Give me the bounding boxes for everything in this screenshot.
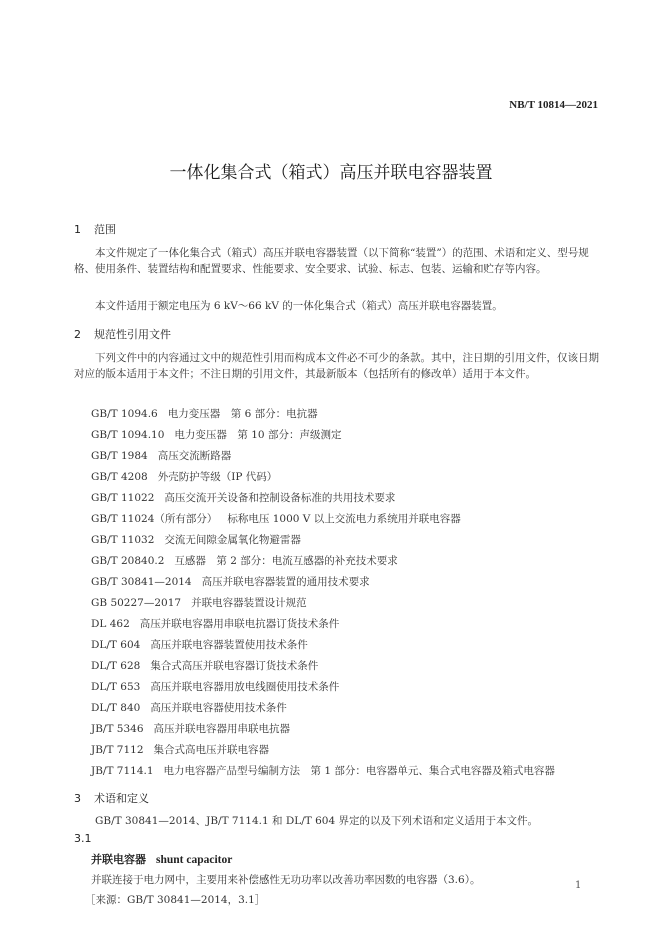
- reference-code: DL/T 604: [91, 639, 141, 651]
- reference-title: 并联电容器装置设计规范: [191, 597, 307, 609]
- reference-item: [91, 637, 308, 652]
- reference-item: [91, 469, 277, 484]
- reference-title: 集合式高压并联电容器订货技术条件: [150, 660, 319, 672]
- term-source: ［来源：GB/T 30841—2014，3.1］: [85, 894, 266, 906]
- section-2-intro: 下列文件中的内容通过文中的规范性引用而构成本文件必不可少的条款。其中，注日期的引用文件，仅该日期对应的版本适用于本文件；不注日期的引用文件，其最新版本（包括所有的修改单）适用于本文件。: [74, 352, 599, 380]
- reference-title: 集合式高电压并联电容器: [153, 744, 270, 756]
- reference-code: JB/T 7114.1: [91, 765, 154, 777]
- section-2-title: 规范性引用文件: [94, 328, 171, 341]
- section-1-paragraph-2: 本文件适用于额定电压为 6 kV～66 kV 的一体化集合式（箱式）高压并联电容器装置。: [95, 300, 503, 312]
- reference-code: GB/T 11022: [91, 492, 155, 504]
- reference-item: [91, 511, 461, 526]
- term-number: 3.1: [74, 832, 92, 845]
- reference-title: 标称电压 1000 V 以上交流电力系统用并联电容器: [227, 513, 461, 525]
- section-3-intro: GB/T 30841—2014、JB/T 7114.1 和 DL/T 604 界定的以及下列术语和定义适用于本文件。: [95, 815, 538, 827]
- reference-item: [91, 595, 307, 610]
- reference-title: 电力变压器 第 6 部分：电抗器: [167, 408, 318, 420]
- reference-title: 高压并联电容器使用技术条件: [150, 702, 287, 714]
- section-1-heading: [74, 221, 116, 237]
- term-name-en: shunt capacitor: [156, 854, 233, 866]
- reference-title: 互感器 第 2 部分：电流互感器的补充技术要求: [174, 555, 398, 567]
- reference-item: [91, 679, 339, 694]
- term-definition: 并联连接于电力网中，主要用来补偿感性无功功率以改善功率因数的电容器（3.6）。: [91, 874, 481, 886]
- reference-title: 电力电容器产品型号编制方法 第 1 部分：电容器单元、集合式电容器及箱式电容器: [163, 765, 555, 777]
- reference-item: [91, 427, 341, 442]
- reference-item: [91, 658, 318, 673]
- reference-title: 高压并联电容器用串联电抗器订货技术条件: [139, 618, 340, 630]
- section-3-number: 3: [74, 792, 81, 805]
- reference-title: 高压交流断路器: [157, 450, 232, 462]
- section-2-heading: [74, 326, 171, 342]
- reference-item: [91, 574, 370, 589]
- reference-code: GB/T 11032: [91, 534, 155, 546]
- reference-code: DL/T 840: [91, 702, 141, 714]
- reference-item: [91, 448, 231, 463]
- section-1-title: 范围: [94, 223, 116, 236]
- reference-code: GB/T 1094.6: [91, 408, 158, 420]
- reference-code: GB 50227—2017: [91, 597, 182, 609]
- reference-title: 高压并联电容器用串联电抗器: [153, 723, 291, 735]
- reference-code: DL/T 653: [91, 681, 141, 693]
- reference-item: [91, 553, 398, 568]
- standard-code: NB/T 10814—2021: [509, 99, 598, 111]
- reference-item: [91, 700, 287, 715]
- reference-code: GB/T 1094.10: [91, 429, 165, 441]
- reference-code: GB/T 11024（所有部分）: [91, 513, 218, 525]
- reference-item: [91, 742, 269, 757]
- reference-title: 外壳防护等级（IP 代码）: [157, 471, 278, 483]
- reference-item: [91, 532, 301, 547]
- reference-title: 高压并联电容器用放电线圈使用技术条件: [150, 681, 340, 693]
- reference-code: DL 462: [91, 618, 130, 630]
- section-2-number: 2: [74, 328, 81, 341]
- section-3-title: 术语和定义: [94, 792, 149, 805]
- reference-title: 交流无间隙金属氧化物避雷器: [164, 534, 301, 546]
- reference-code: GB/T 4208: [91, 471, 148, 483]
- term-name-cn: 并联电容器: [91, 853, 146, 866]
- section-1-paragraph-1: 本文件规定了一体化集合式（箱式）高压并联电容器装置（以下简称“装置”）的范围、术语和定义、型号规格、使用条件、装置结构和配置要求、性能要求、安全要求、试验、标志、包装、运输和贮存等内容。: [74, 247, 589, 275]
- reference-code: JB/T 5346: [91, 723, 144, 735]
- reference-title: 高压交流开关设备和控制设备标准的共用技术要求: [164, 492, 396, 504]
- term-heading: [91, 851, 232, 867]
- reference-item: [91, 616, 339, 631]
- reference-title: 电力变压器 第 10 部分：声级测定: [174, 429, 342, 441]
- reference-code: GB/T 20840.2: [91, 555, 165, 567]
- reference-item: [91, 490, 395, 505]
- reference-item: [91, 763, 555, 778]
- reference-code: DL/T 628: [91, 660, 141, 672]
- document-title: 一体化集合式（箱式）高压并联电容器装置: [169, 163, 493, 183]
- reference-title: 高压并联电容器装置的通用技术要求: [201, 576, 370, 588]
- reference-code: JB/T 7112: [91, 744, 144, 756]
- reference-item: [91, 721, 290, 736]
- section-3-heading: [74, 790, 149, 806]
- reference-title: 高压并联电容器装置使用技术条件: [150, 639, 308, 651]
- reference-item: [91, 406, 318, 421]
- reference-code: GB/T 1984: [91, 450, 148, 462]
- reference-code: GB/T 30841—2014: [91, 576, 192, 588]
- page-number: 1: [575, 880, 582, 891]
- section-1-number: 1: [74, 223, 81, 236]
